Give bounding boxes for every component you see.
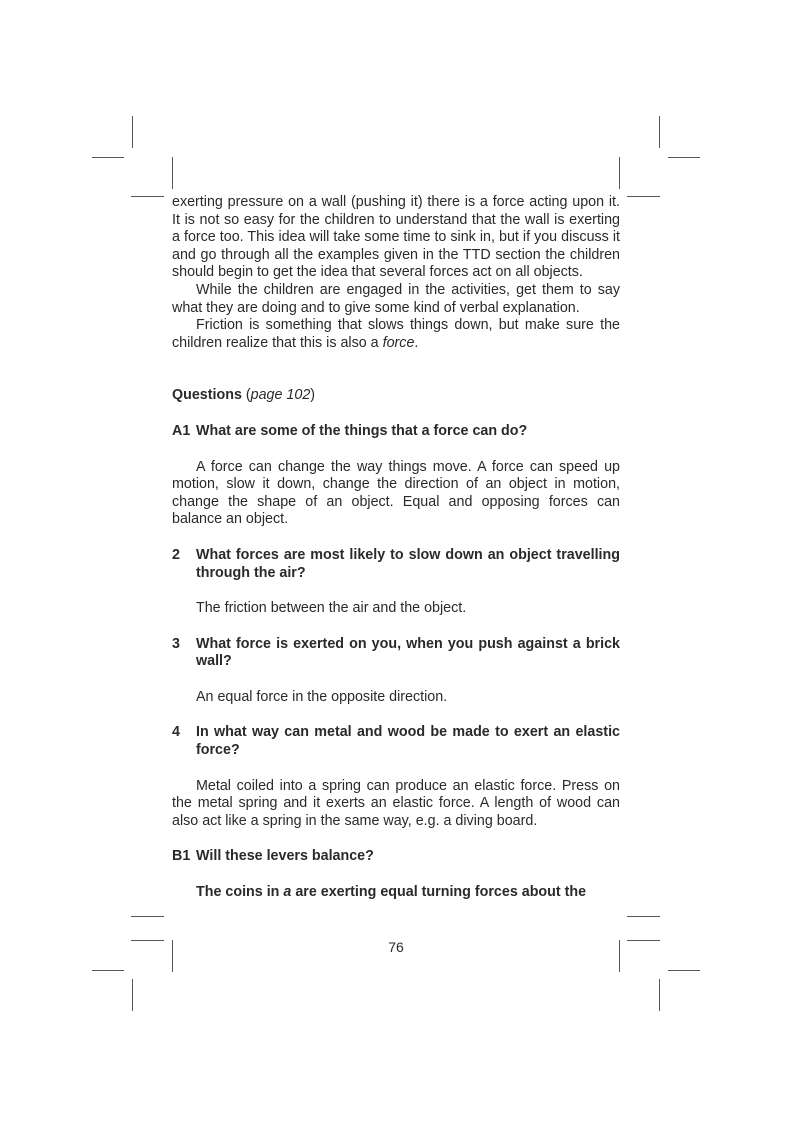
question-text: What force is exerted on you, when you push against a brick wall? — [196, 635, 620, 670]
question-number: B1 — [172, 848, 191, 865]
body-paragraph: Friction is something that slows things down, but make sure the children realize that this is also a force. — [172, 317, 620, 351]
crop-mark — [92, 970, 124, 971]
crop-mark — [659, 116, 660, 148]
body-paragraph: While the children are engaged in the activities, get them to say what they are doing and to give some kind of verbal explanation. — [172, 281, 620, 316]
crop-mark — [132, 979, 133, 1011]
question-text: What are some of the things that a force can do? — [196, 422, 528, 439]
question-4 — [172, 724, 620, 759]
question-a1 — [172, 423, 620, 441]
crop-mark — [627, 196, 660, 197]
body-paragraph: exerting pressure on a wall (pushing it) there is a force acting upon it. It is not so easy for the children to understand that the wall is exerting a force too. This idea will take some time to sink in, but if you discuss it and go through all the examples given in the TTD section the children should begin to get the idea that several forces act on all objects. — [172, 194, 620, 281]
section-heading-label: Questions — [172, 387, 242, 404]
question-number: A1 — [172, 422, 191, 439]
page-reference: page 102 — [250, 387, 311, 404]
crop-mark — [92, 157, 124, 158]
question-2 — [172, 547, 620, 582]
section-heading-close: ) — [310, 387, 316, 404]
page-body — [172, 194, 620, 902]
answer-b1 — [172, 884, 620, 902]
paragraph-text: Friction is something that slows things down, but make sure the children realize that this is also a — [172, 317, 620, 351]
crop-mark — [668, 970, 700, 971]
answer-text: The coins in — [196, 884, 284, 901]
answer-4: Metal coiled into a spring can produce an elastic force. Press on the metal spring and it exerts an elastic force. A length of wood can also act like a spring in the same way, e.g. a diving board. — [172, 777, 620, 829]
crop-mark — [659, 979, 660, 1011]
question-b1 — [172, 848, 620, 866]
answer-2: The friction between the air and the object. — [196, 600, 467, 617]
answer-text: are exerting equal turning forces about the — [291, 884, 587, 901]
answer-3: An equal force in the opposite direction. — [196, 688, 448, 705]
question-number: 3 — [172, 635, 180, 652]
question-3 — [172, 636, 620, 671]
page-number: 76 — [388, 939, 404, 955]
crop-mark — [131, 916, 164, 917]
answer-a1: A force can change the way things move. A force can speed up motion, slow it down, change the direction of an object in motion, change the shape of an object. Equal and opposing forces can balance an object. — [172, 458, 620, 528]
question-number: 2 — [172, 546, 180, 563]
question-text: In what way can metal and wood be made to exert an elastic force? — [196, 724, 620, 759]
section-heading-open: ( — [241, 387, 251, 404]
question-text: What forces are most likely to slow down an object travelling through the air? — [196, 546, 620, 581]
crop-mark — [131, 196, 164, 197]
crop-mark — [627, 916, 660, 917]
answer-italic: a — [283, 884, 292, 901]
crop-mark — [668, 157, 700, 158]
question-text: Will these levers balance? — [196, 848, 374, 865]
crop-mark — [172, 157, 173, 189]
question-number: 4 — [172, 724, 180, 741]
emphasis-text: force — [382, 334, 415, 351]
section-heading — [172, 387, 620, 405]
crop-mark — [619, 157, 620, 189]
crop-mark — [132, 116, 133, 148]
